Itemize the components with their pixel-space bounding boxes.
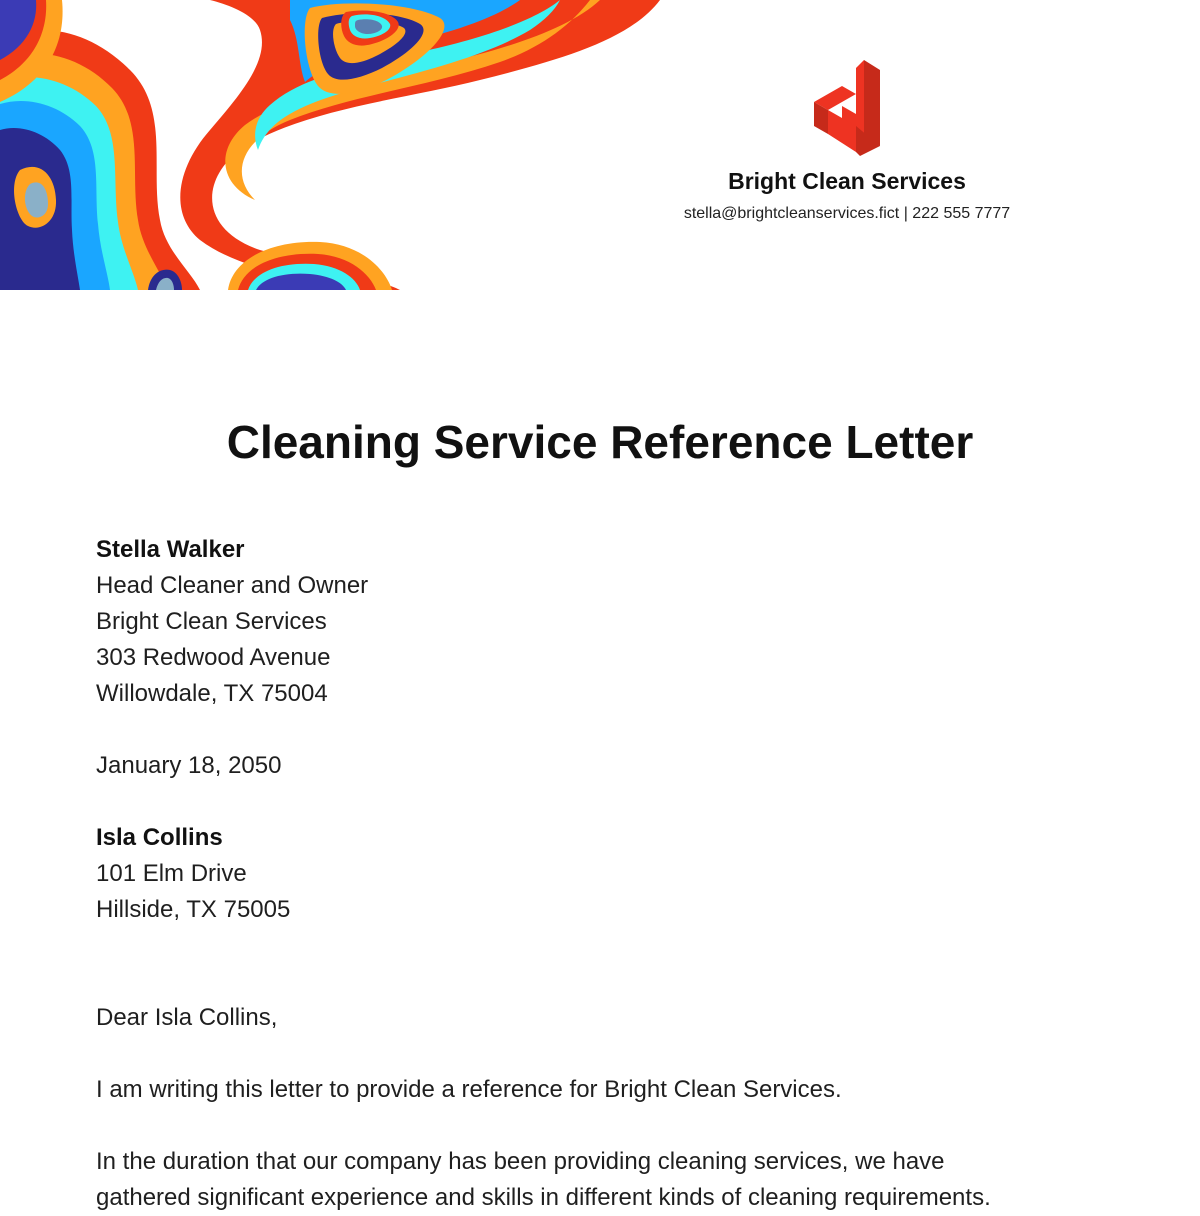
- sender-city: Willowdale, TX 75004: [96, 680, 328, 707]
- company-name: Bright Clean Services: [728, 168, 966, 194]
- recipient-street: 101 Elm Drive: [96, 860, 247, 887]
- document-title: Cleaning Service Reference Letter: [226, 416, 974, 468]
- body-paragraph-1: [96, 1072, 1106, 1108]
- salutation: Dear Isla Collins,: [96, 1004, 278, 1031]
- sender-company: Bright Clean Services: [96, 608, 327, 635]
- abstract-wave-header-art: [0, 0, 660, 290]
- center-blob-art: [180, 0, 660, 290]
- sender-address-block: [96, 532, 1106, 712]
- letter-date: January 18, 2050: [96, 752, 282, 779]
- company-contact: stella@brightcleanservices.fict | 222 555 7777: [683, 205, 1011, 222]
- sender-street: 303 Redwood Avenue: [96, 644, 331, 671]
- body-paragraph-2-line-1: In the duration that our company has been providing cleaning services, we have: [96, 1148, 945, 1175]
- body-paragraph-2: [96, 1144, 1106, 1216]
- sender-position: Head Cleaner and Owner: [96, 572, 369, 599]
- recipient-address-block: [96, 820, 1106, 928]
- letter-body: [96, 532, 1106, 1216]
- body-paragraph-1-text: I am writing this letter to provide a reference for Bright Clean Services.: [96, 1076, 842, 1103]
- recipient-city: Hillside, TX 75005: [96, 896, 291, 923]
- body-paragraph-2-line-2: gathered significant experience and skills in different kinds of cleaning requirements.: [96, 1184, 991, 1211]
- company-header: [640, 60, 1054, 223]
- letter-d-cube-logo-icon: [812, 60, 882, 156]
- recipient-name: Isla Collins: [96, 824, 223, 851]
- sender-name: Stella Walker: [96, 536, 245, 563]
